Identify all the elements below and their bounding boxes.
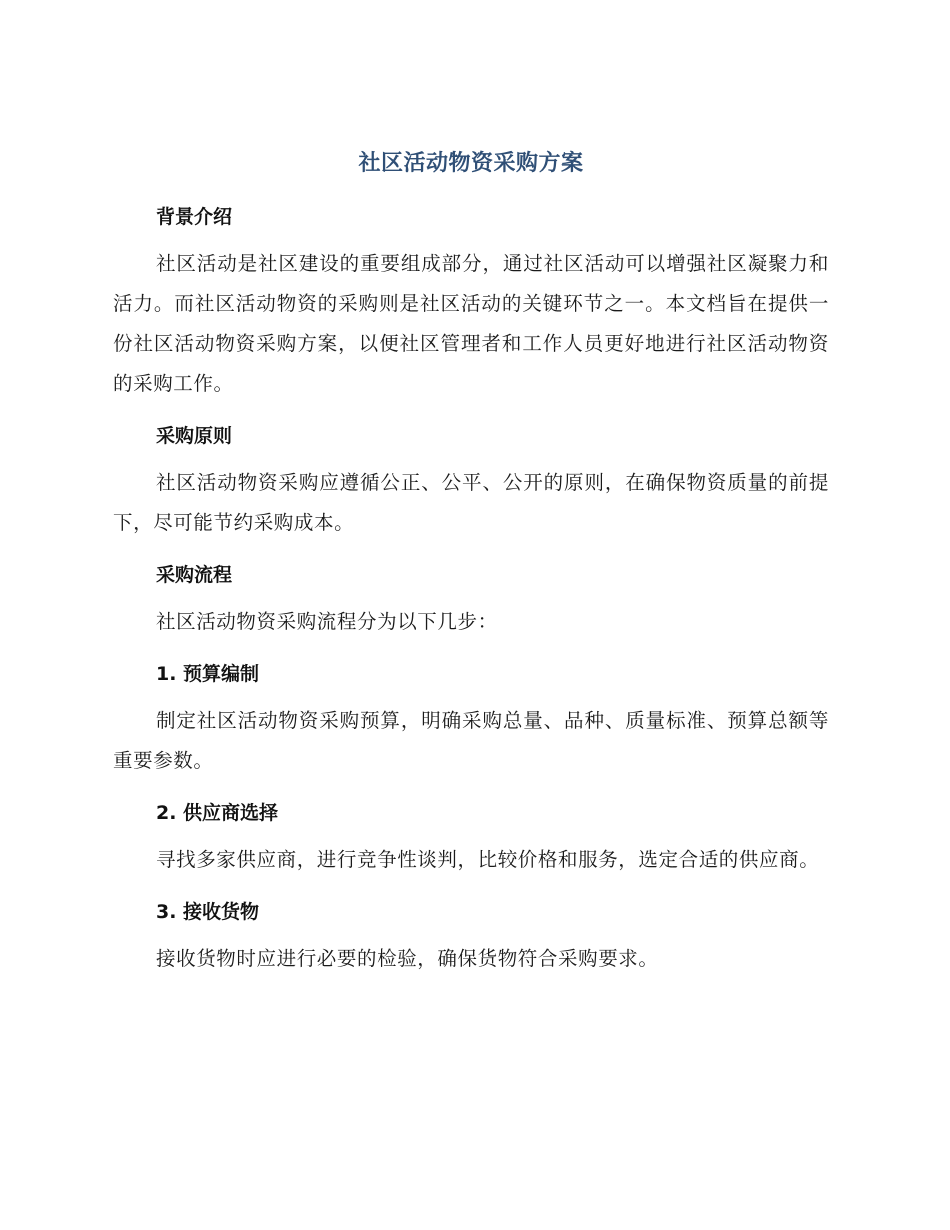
step-heading-receiving: 3. 接收货物 — [156, 901, 260, 923]
document-title: 社区活动物资采购方案 — [358, 151, 584, 176]
step-heading-supplier: 2. 供应商选择 — [156, 802, 279, 824]
background-paragraph: 社区活动是社区建设的重要组成部分，通过社区活动可以增强社区凝聚力和活力。而社区活动物资的采购则是社区活动的关键环节之一。本文档旨在提供一份社区活动物资采购方案，以便社区管理者和工作人员更好地进行社区活动物资的采购工作。 — [113, 252, 829, 395]
step-paragraph-supplier: 寻找多家供应商，进行竞争性谈判，比较价格和服务，选定合适的供应商。 — [156, 848, 820, 871]
document-page — [113, 146, 829, 979]
section-heading-process: 采购流程 — [156, 564, 233, 586]
process-intro-paragraph: 社区活动物资采购流程分为以下几步： — [156, 610, 498, 633]
step-paragraph-receiving: 接收货物时应进行必要的检验，确保货物符合采购要求。 — [156, 947, 659, 970]
section-heading-principles: 采购原则 — [156, 425, 233, 447]
principles-paragraph: 社区活动物资采购应遵循公正、公平、公开的原则，在确保物资质量的前提下，尽可能节约采购成本。 — [113, 471, 829, 534]
section-heading-background: 背景介绍 — [156, 206, 233, 228]
step-heading-budget: 1. 预算编制 — [156, 663, 260, 685]
step-paragraph-budget: 制定社区活动物资采购预算，明确采购总量、品种、质量标准、预算总额等重要参数。 — [113, 709, 829, 772]
